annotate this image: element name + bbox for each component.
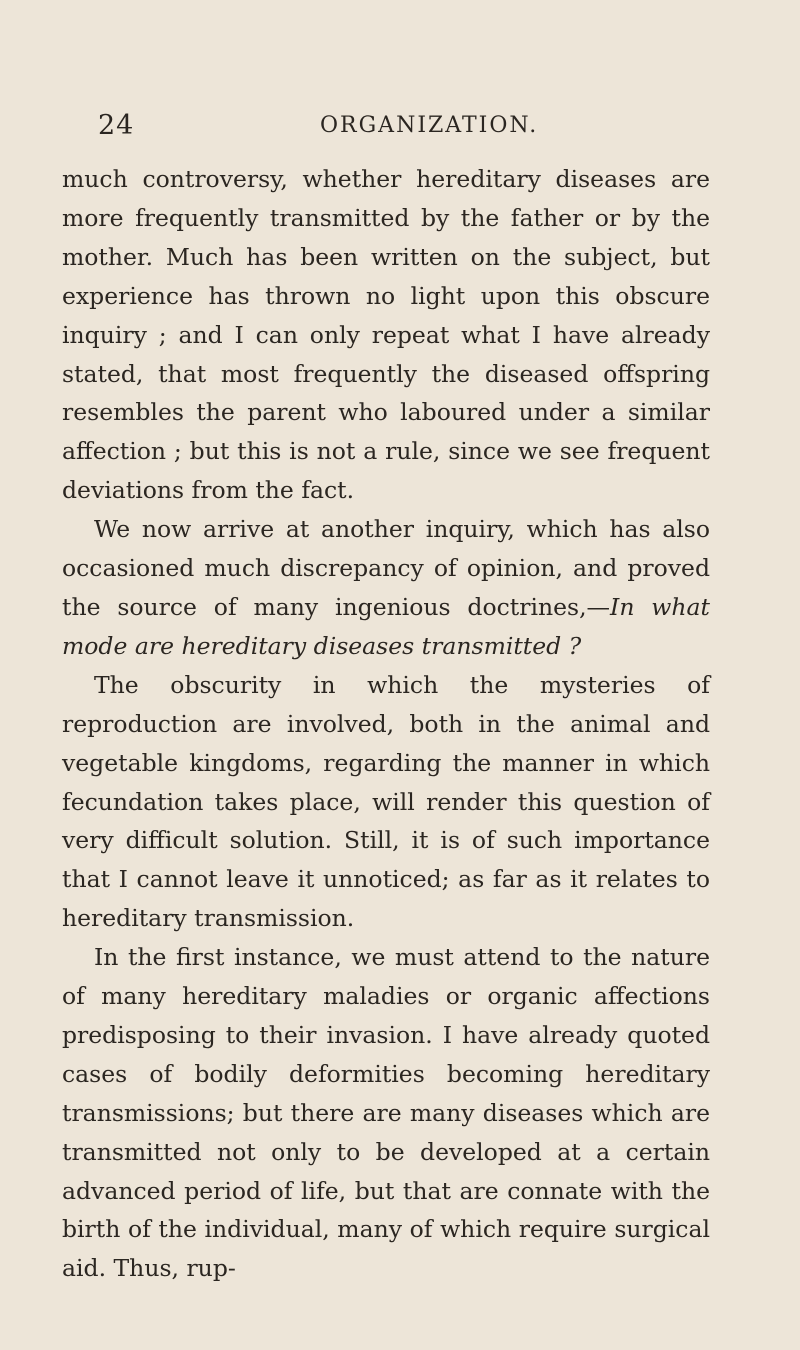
paragraph-1: much controversy, whether hereditary diseases are more frequently transmitted by the father or by the mother. Much has been written on the subject, but experience has thrown no light upon this obscure inquiry ; and I can only repeat what I have already stated, that most frequently the diseased offspring resembles the parent who laboured under a similar affection ; but this is not a rule, since we see frequent deviations from the fact. [62,165,710,505]
page-number: 24 [98,110,135,141]
paragraph-4: In the first instance, we must attend to the nature of many hereditary maladies or organic affections predisposing to their invasion. I have already quoted cases of bodily deformities becoming hereditary transmissions; but there are many diseases which are transmitted not only to be developed at a certain advanced period of life, but that are connate with the birth of the individual, many of which require surgical aid. Thus, rup- [62,943,710,1283]
paragraph-2-italic-question: In what mode are hereditary diseases transmitted ? [62,592,710,660]
paragraph-2 [62,510,710,666]
running-title: ORGANIZATION. [320,113,539,138]
running-head [98,106,710,146]
body-text [62,160,710,1288]
paragraph-2-text: We now arrive at another inquiry, which has also occasioned much discrepancy of opinion, and proved the source of many ingenious doctrines,— [62,515,710,621]
paragraph-3: The obscurity in which the mysteries of reproduction are involved, both in the animal and vegetable kingdoms, regarding the manner in which fecundation takes place, will render this question of very difficult solution. Still, it is of such importance that I cannot leave it unnoticed; as far as it relates to hereditary transmission. [62,670,710,933]
